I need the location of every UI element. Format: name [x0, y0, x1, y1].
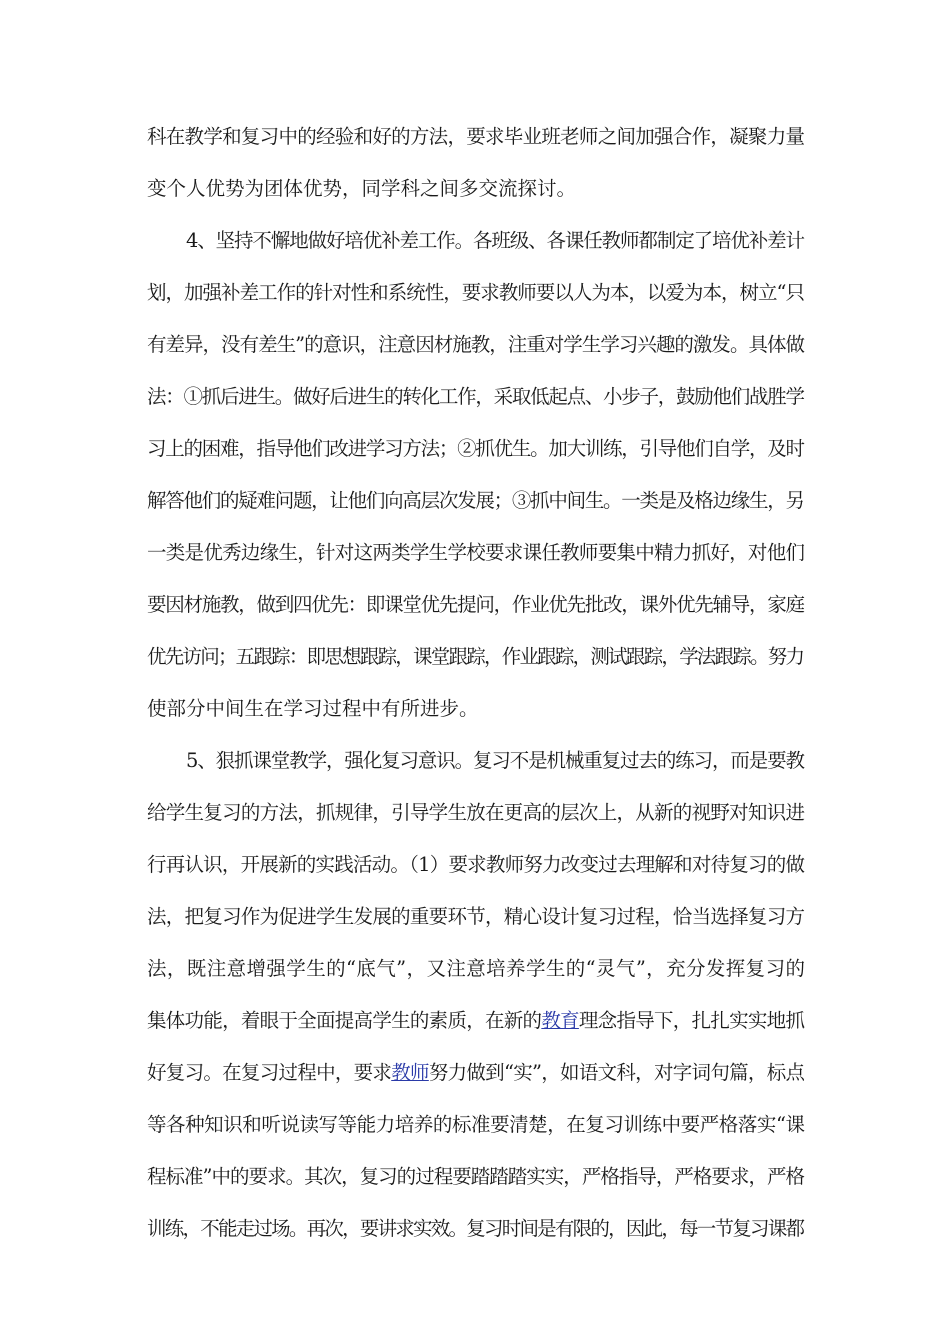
- document-page: 科在教学和复习中的经验和好的方法，要求毕业班老师之间加强合作，凝聚力量 变个人优势为团体优势，同学科之间多交流探讨。 4、坚持不懈地做好培优补差工作。各班级、各课任教师都制定了培优补差计 划，加强补差工作的针对性和系统性，要求教师要以人为本，以爱为本，树立“只 有差异，没有差生”的意识，注意因材施教，注重对学生学习兴趣的激发。具体做 法：①抓后进生。做好后进生的转化工作，采取低起点、小步子，鼓励他们战胜学 习上的困难，指导他们改进学习方法；②抓优生。加大训练，引导他们自学，及时 解答他们的疑难问题，让他们向高层次发展；③抓中间生。一类是及格边缘生，另 一类是优秀边缘生，针对这两类学生学校要求课任教师要集中精力抓好，对他们 要因材施教，做到四优先：即课堂优先提问，作业优先批改，课外优先辅导，家庭 优先访问；五跟踪：即思想跟踪，课堂跟踪，作业跟踪，测试跟踪，学法跟踪。努力 使部分中间生在学习过程中有所进步。 5、狠抓课堂教学，强化复习意识。复习不是机械重复过去的练习，而是要教 给学生复习的方法，抓规律，引导学生放在更高的层次上，从新的视野对知识进 行再认识，开展新的实践活动。（1）要求教师努力改变过去理解和对待复习的做 法，把复习作为促进学生发展的重要环节，精心设计复习过程，恰当选择复习方 法，既注意增强学生的“底气”，又注意培养学生的“灵气”，充分发挥复习的 集体功能，着眼于全面提高学生的素质，在新的教育理念指导下，扎扎实实地抓 好复习。在复习过程中，要求教师努力做到“实”，如语文科，对字词句篇，标点 等各种知识和听说读写等能力培养的标准要清楚，在复习训练中要严格落实“课 程标准”中的要求。其次，复习的过程要踏踏踏实实，严格指导，严格要求，严格 训练，不能走过场。再次，要讲求实效。复习时间是有限的，因此，每一节复习课都: [147, 125, 806, 1240]
- link-jiaoshi[interactable]: 教师: [391, 1061, 429, 1084]
- link-jiaoyu[interactable]: 教育: [541, 1009, 579, 1032]
